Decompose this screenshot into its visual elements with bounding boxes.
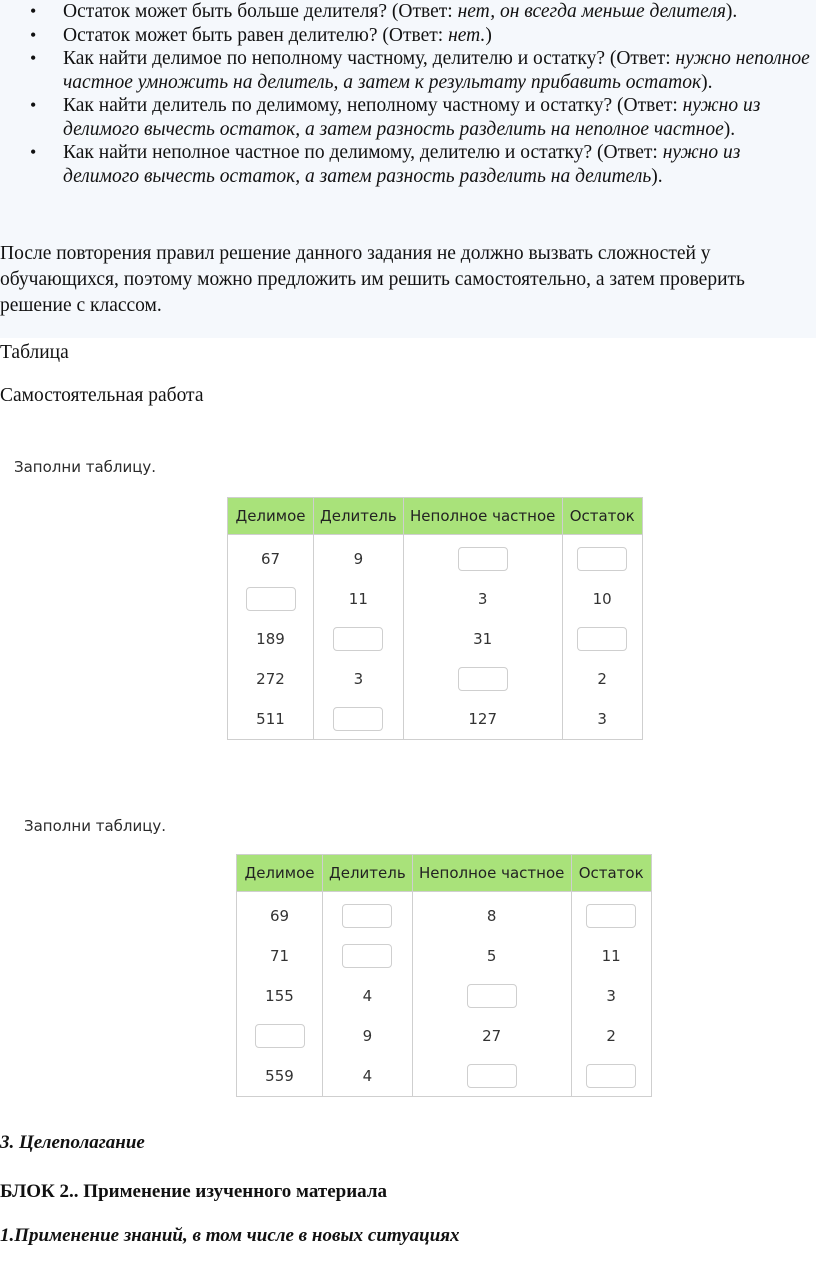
answer-cell[interactable] [562, 619, 642, 659]
answer-box[interactable] [342, 944, 392, 968]
answer-box[interactable] [342, 904, 392, 928]
answer-box[interactable] [577, 547, 627, 571]
table-cell: 3 [314, 659, 404, 699]
table-row [228, 579, 643, 619]
table-cell: 3 [403, 579, 562, 619]
heading-application: 1.Применение знаний, в том числе в новых ситуациях [0, 1225, 460, 1246]
table-cell: 127 [403, 699, 562, 740]
table-row [237, 936, 652, 976]
table-cell: 27 [412, 1016, 571, 1056]
table-cell: 5 [412, 936, 571, 976]
answer-box[interactable] [255, 1024, 305, 1048]
answer-box[interactable] [458, 547, 508, 571]
answer-box[interactable] [586, 904, 636, 928]
table-row [237, 892, 652, 937]
table-row [228, 699, 643, 740]
answer-cell[interactable] [571, 892, 651, 937]
table-row [228, 619, 643, 659]
answer-cell[interactable] [403, 659, 562, 699]
table-cell: 8 [412, 892, 571, 937]
table-cell: 2 [562, 659, 642, 699]
list-item: • Как найти неполное частное по делимому, делителю и остатку? (Ответ: нужно из делимого вычесть остаток, а затем разность разделить на делитель). [30, 141, 816, 188]
answer-cell[interactable] [323, 936, 413, 976]
column-header: Неполное частное [412, 855, 571, 892]
table-row [228, 535, 643, 580]
table-cell: 189 [228, 619, 314, 659]
division-table-1 [227, 497, 643, 740]
table-cell: 9 [314, 535, 404, 580]
answer-cell[interactable] [562, 535, 642, 580]
list-item: • Остаток может быть больше делителя? (Ответ: нет, он всегда меньше делителя). [30, 0, 816, 24]
table-cell: 9 [323, 1016, 413, 1056]
table-cell: 71 [237, 936, 323, 976]
question-list [30, 0, 816, 188]
answer-cell[interactable] [571, 1056, 651, 1097]
column-header: Делимое [237, 855, 323, 892]
answer-cell[interactable] [412, 976, 571, 1016]
table-cell: 3 [571, 976, 651, 1016]
answer-box[interactable] [333, 627, 383, 651]
paragraph: После повторения правил решение данного задания не должно вызвать сложностей у обучающихся, поэтому можно предложить им решить самостоятельно, а затем проверить решение с классом. [0, 243, 745, 316]
column-header: Неполное частное [403, 498, 562, 535]
table-cell: 272 [228, 659, 314, 699]
answer-box[interactable] [467, 1064, 517, 1088]
table-cell: 559 [237, 1056, 323, 1097]
heading-block-2: БЛОК 2.. Применение изученного материала [0, 1181, 387, 1202]
table-row [237, 1056, 652, 1097]
division-table-2 [236, 854, 652, 1097]
answer-box[interactable] [458, 667, 508, 691]
table-cell: 511 [228, 699, 314, 740]
column-header: Остаток [562, 498, 642, 535]
answer-cell[interactable] [403, 535, 562, 580]
answer-box[interactable] [467, 984, 517, 1008]
table-cell: 11 [571, 936, 651, 976]
answer-cell[interactable] [314, 699, 404, 740]
column-header: Делитель [314, 498, 404, 535]
column-header: Делимое [228, 498, 314, 535]
label-table: Таблица [0, 342, 69, 363]
answer-cell[interactable] [237, 1016, 323, 1056]
table-header-row [228, 498, 643, 535]
table-cell: 10 [562, 579, 642, 619]
table-header-row [237, 855, 652, 892]
task-title-2: Заполни таблицу. [24, 817, 167, 835]
label-independent-work: Самостоятельная работа [0, 385, 204, 406]
answer-box[interactable] [333, 707, 383, 731]
answer-box[interactable] [586, 1064, 636, 1088]
table-cell: 31 [403, 619, 562, 659]
column-header: Остаток [571, 855, 651, 892]
task-title-1: Заполни таблицу. [14, 458, 157, 476]
table-cell: 3 [562, 699, 642, 740]
table-cell: 155 [237, 976, 323, 1016]
heading-goal-setting: 3. Целеполагание [0, 1132, 145, 1153]
list-item: • Как найти делитель по делимому, неполному частному и остатку? (Ответ: нужно из делимого вычесть остаток, а затем разность разделить на неполное частное). [30, 94, 816, 141]
answer-cell[interactable] [412, 1056, 571, 1097]
table-cell: 11 [314, 579, 404, 619]
table-row [237, 976, 652, 1016]
list-item: • Остаток может быть равен делителю? (Ответ: нет.) [30, 24, 816, 48]
table-cell: 4 [323, 976, 413, 1016]
answer-cell[interactable] [228, 579, 314, 619]
column-header: Делитель [323, 855, 413, 892]
table-cell: 2 [571, 1016, 651, 1056]
table-row [228, 659, 643, 699]
answer-cell[interactable] [323, 892, 413, 937]
answer-box[interactable] [246, 587, 296, 611]
table-cell: 69 [237, 892, 323, 937]
list-item: • Как найти делимое по неполному частному, делителю и остатку? (Ответ: нужно неполное частное умножить на делитель, а затем к результату прибавить остаток). [30, 47, 816, 94]
answer-box[interactable] [577, 627, 627, 651]
table-cell: 4 [323, 1056, 413, 1097]
table-row [237, 1016, 652, 1056]
table-cell: 67 [228, 535, 314, 580]
answer-cell[interactable] [314, 619, 404, 659]
